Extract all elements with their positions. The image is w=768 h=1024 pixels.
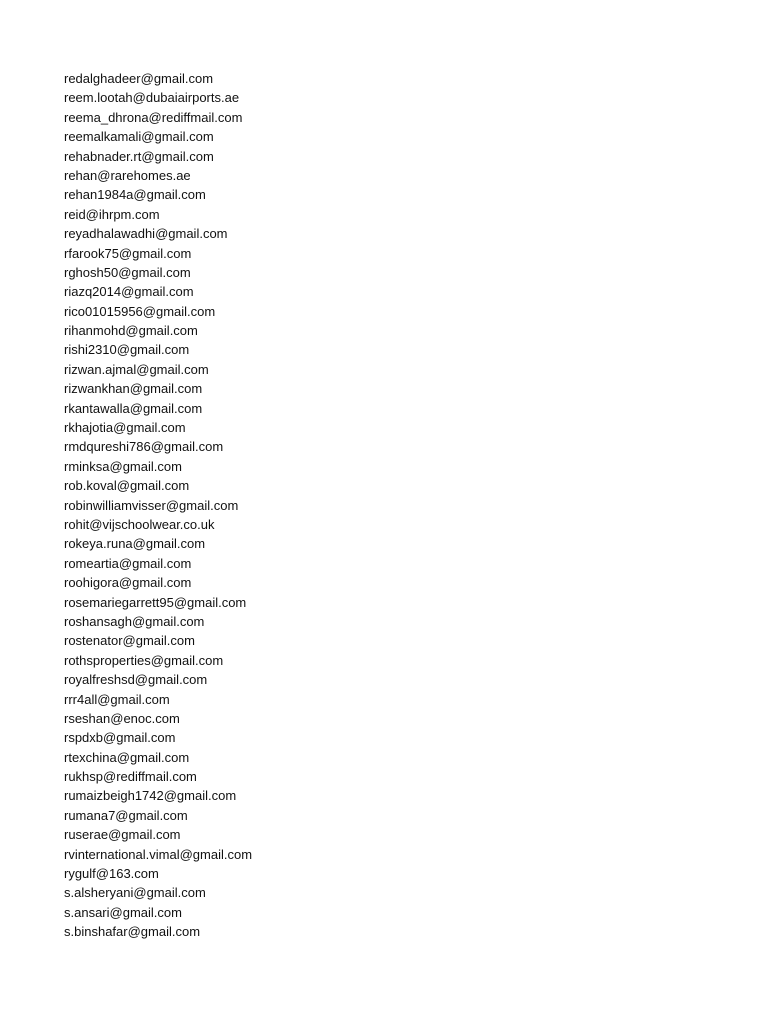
email-entry: rvinternational.vimal@gmail.com <box>64 846 253 862</box>
email-entry: roohigora@gmail.com <box>64 575 192 591</box>
email-entry: rosemariegarrett95@gmail.com <box>64 594 247 610</box>
email-entry: rishi2310@gmail.com <box>64 342 190 358</box>
email-entry: rfarook75@gmail.com <box>64 245 192 261</box>
email-entry: reema_dhrona@rediffmail.com <box>64 109 243 125</box>
email-entry: rseshan@enoc.com <box>64 710 180 726</box>
email-entry: s.binshafar@gmail.com <box>64 924 201 940</box>
email-entry: robinwilliamvisser@gmail.com <box>64 497 239 513</box>
email-entry: rumaizbeigh1742@gmail.com <box>64 788 237 804</box>
email-entry: rostenator@gmail.com <box>64 633 195 649</box>
email-entry: s.ansari@gmail.com <box>64 904 182 920</box>
email-list <box>64 69 252 942</box>
email-entry: rminksa@gmail.com <box>64 458 182 474</box>
email-entry: rmdqureshi786@gmail.com <box>64 439 224 455</box>
email-entry: romeartia@gmail.com <box>64 555 192 571</box>
email-entry: rob.koval@gmail.com <box>64 478 190 494</box>
email-entry: rehabnader.rt@gmail.com <box>64 148 214 164</box>
email-entry: rohit@vijschoolwear.co.uk <box>64 516 215 532</box>
email-entry: s.alsheryani@gmail.com <box>64 885 206 901</box>
email-entry: rghosh50@gmail.com <box>64 264 191 280</box>
email-entry: rrr4all@gmail.com <box>64 691 170 707</box>
email-entry: rehan1984a@gmail.com <box>64 187 206 203</box>
email-entry: rtexchina@gmail.com <box>64 749 190 765</box>
email-entry: rehan@rarehomes.ae <box>64 167 191 183</box>
email-entry: redalghadeer@gmail.com <box>64 71 214 86</box>
email-entry: reemalkamali@gmail.com <box>64 129 214 145</box>
email-entry: rihanmohd@gmail.com <box>64 323 198 339</box>
email-entry: rizwan.ajmal@gmail.com <box>64 361 209 377</box>
email-entry: reyadhalawadhi@gmail.com <box>64 226 228 242</box>
email-entry: rkantawalla@gmail.com <box>64 400 203 416</box>
email-entry: ruserae@gmail.com <box>64 827 181 843</box>
email-entry: rkhajotia@gmail.com <box>64 420 186 436</box>
email-entry: reem.lootah@dubaiairports.ae <box>64 90 240 106</box>
email-entry: rukhsp@rediffmail.com <box>64 769 197 785</box>
email-entry: roshansagh@gmail.com <box>64 613 205 629</box>
email-entry: rspdxb@gmail.com <box>64 730 176 746</box>
email-entry: rico01015956@gmail.com <box>64 303 216 319</box>
email-entry: rothsproperties@gmail.com <box>64 652 224 668</box>
email-entry: rygulf@163.com <box>64 866 159 882</box>
email-entry: rokeya.runa@gmail.com <box>64 536 206 552</box>
email-entry: riazq2014@gmail.com <box>64 284 194 300</box>
email-entry: rizwankhan@gmail.com <box>64 381 203 397</box>
email-entry: reid@ihrpm.com <box>64 206 160 222</box>
email-entry: rumana7@gmail.com <box>64 807 188 823</box>
email-entry: royalfreshsd@gmail.com <box>64 672 208 688</box>
